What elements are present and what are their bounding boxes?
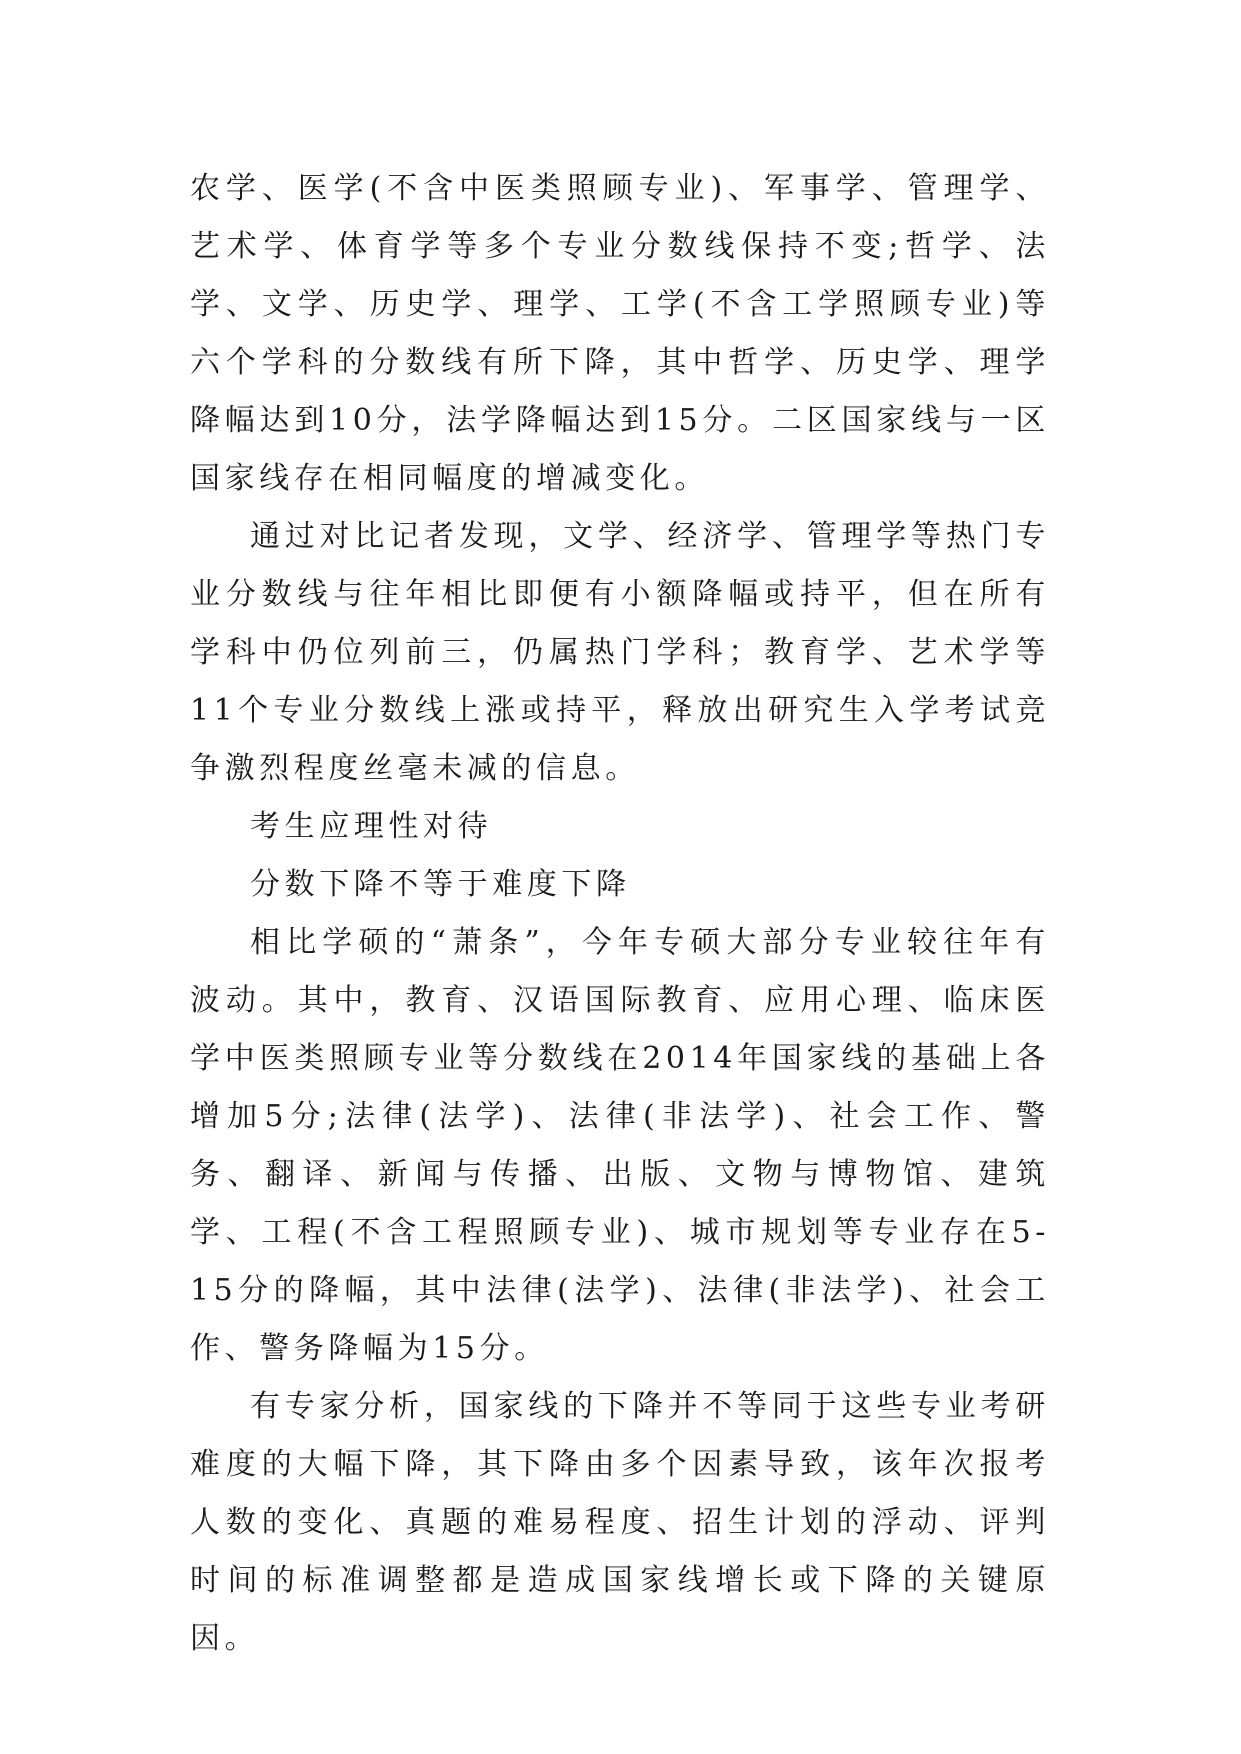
paragraph-expert-analysis: 有专家分析，国家线的下降并不等同于这些专业考研难度的大幅下降，其下降由多个因素导致，该年次报考人数的变化、真题的难易程度、招生计划的浮动、评判时间的标准调整都是造成国家线增长或下降的关键原因。: [190, 1389, 1050, 1656]
document-page: [190, 160, 1050, 1668]
paragraph-continuation: 农学、医学(不含中医类照顾专业)、军事学、管理学、艺术学、体育学等多个专业分数线保持不变;哲学、法学、文学、历史学、理学、工学(不含工学照顾专业)等六个学科的分数线有所下降，其中哲学、历史学、理学降幅达到10分，法学降幅达到15分。二区国家线与一区国家线存在相同幅度的增减变化。: [190, 171, 1050, 496]
paragraph-comparison: 通过对比记者发现，文学、经济学、管理学等热门专业分数线与往年相比即便有小额降幅或持平，但在所有学科中仍位列前三，仍属热门学科；教育学、艺术学等11个专业分数线上涨或持平，释放出研究生入学考试竞争激烈程度丝毫未减的信息。: [190, 519, 1050, 786]
paragraph-professional-degree: 相比学硕的“萧条”，今年专硕大部分专业较往年有波动。其中，教育、汉语国际教育、应用心理、临床医学中医类照顾专业等分数线在2014年国家线的基础上各增加5分;法律(法学)、法律(非法学)、社会工作、警务、翻译、新闻与传播、出版、文物与博物馆、建筑学、工程(不含工程照顾专业)、城市规划等专业存在5-15分的降幅，其中法律(法学)、法律(非法学)、社会工作、警务降幅为15分。: [190, 925, 1050, 1366]
section-heading-1: 考生应理性对待: [250, 809, 493, 844]
section-heading-2: 分数下降不等于难度下降: [250, 867, 631, 902]
